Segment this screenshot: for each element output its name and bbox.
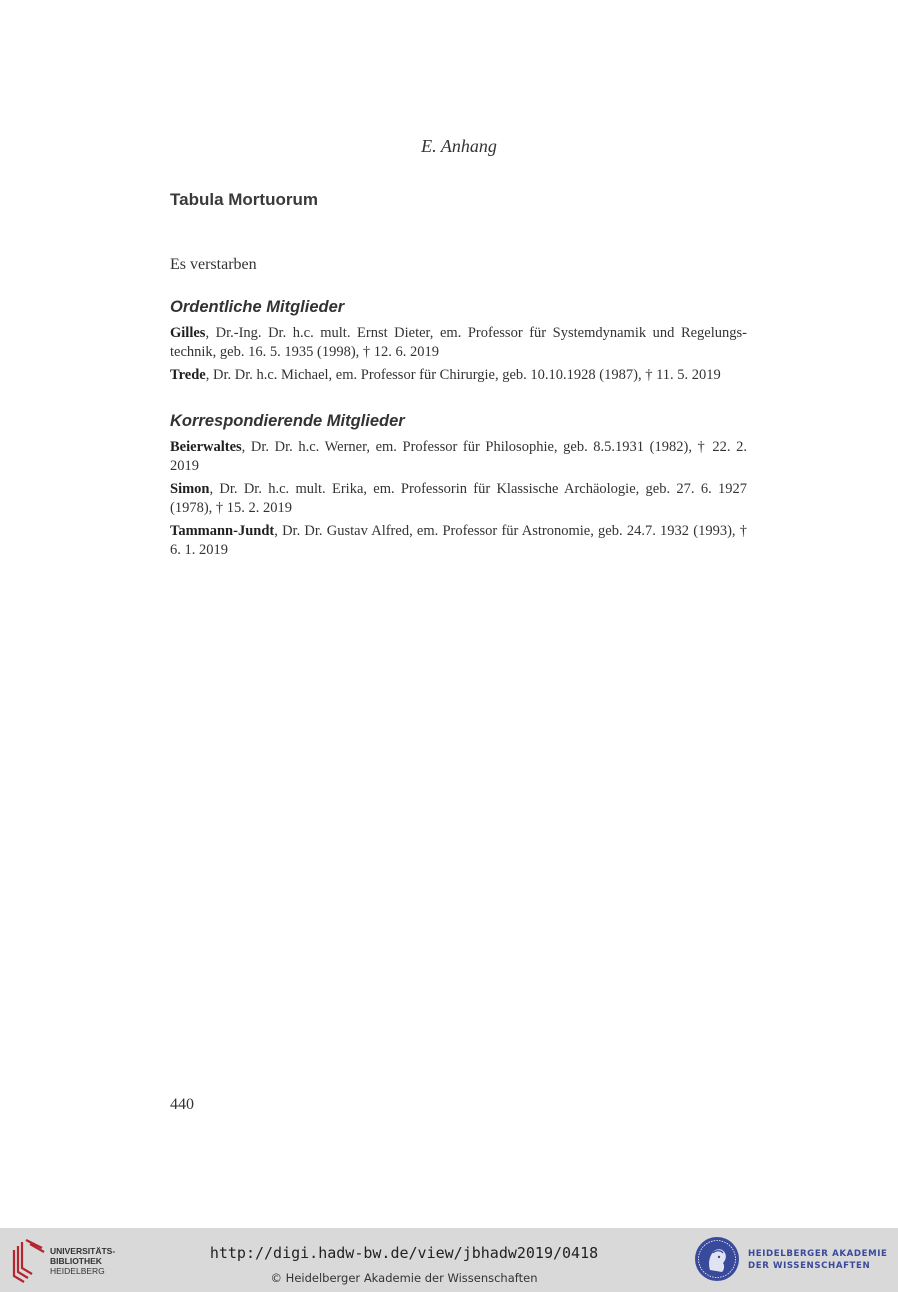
member-name: Simon xyxy=(170,481,210,497)
academy-seal-icon xyxy=(694,1236,740,1282)
academy-name xyxy=(748,1248,888,1272)
running-head: E. Anhang xyxy=(421,136,497,156)
member-details: , Dr. Dr. h.c. Michael, em. Professor für Chirurgie, geb. 10.10.1928 (1987), † 11. 5. 2019 xyxy=(205,367,721,383)
obituary-entry xyxy=(170,366,747,385)
permalink-url[interactable]: http://digi.hadw-bw.de/view/jbhadw2019/0418 xyxy=(209,1244,599,1262)
copyright-notice: © Heidelberger Akademie der Wissenschaften xyxy=(270,1271,538,1285)
member-name: Beierwaltes xyxy=(170,439,242,455)
library-line-1: UNIVERSITÄTS- xyxy=(50,1246,116,1256)
group-heading-korrespondierende: Korrespondierende Mitglieder xyxy=(170,412,405,430)
library-line-3: HEIDELBERG xyxy=(50,1266,105,1276)
section-title: Tabula Mortuorum xyxy=(170,190,318,209)
obituary-entry xyxy=(170,480,747,518)
member-details: , Dr.-Ing. Dr. h.c. mult. Ernst Dieter, em. Professor für Systemdynamik und Regelungs-technik, geb. 16. 5. 1935 (1998), † 12. 6. 2019 xyxy=(170,325,747,360)
intro-text: Es verstarben xyxy=(170,256,257,273)
academy-line-2: DER WISSENSCHAFTEN xyxy=(748,1261,871,1271)
obituary-entry xyxy=(170,522,747,560)
member-details: , Dr. Dr. h.c. mult. Erika, em. Professorin für Klassische Archäologie, geb. 27. 6. 1927 (1978), † 15. 2. 2019 xyxy=(170,481,747,516)
member-name: Trede xyxy=(170,367,206,383)
library-line-2: BIBLIOTHEK xyxy=(50,1256,102,1266)
member-name: Gilles xyxy=(170,325,206,341)
page-number: 440 xyxy=(170,1096,194,1113)
member-name: Tammann-Jundt xyxy=(170,523,275,539)
member-details: , Dr. Dr. h.c. Werner, em. Professor für Philosophie, geb. 8.5.1931 (1982), † 22. 2. 2019 xyxy=(170,439,747,474)
obituary-entry xyxy=(170,324,747,362)
academy-logo[interactable] xyxy=(694,1234,894,1286)
obituary-entry xyxy=(170,438,747,476)
member-details: , Dr. Dr. Gustav Alfred, em. Professor für Astronomie, geb. 24.7. 1932 (1993), † 6. 1. 2019 xyxy=(170,523,747,558)
group-heading-ordentliche: Ordentliche Mitglieder xyxy=(170,298,345,316)
academy-line-1: HEIDELBERGER AKADEMIE xyxy=(748,1249,888,1259)
footer-bar xyxy=(0,1228,898,1292)
